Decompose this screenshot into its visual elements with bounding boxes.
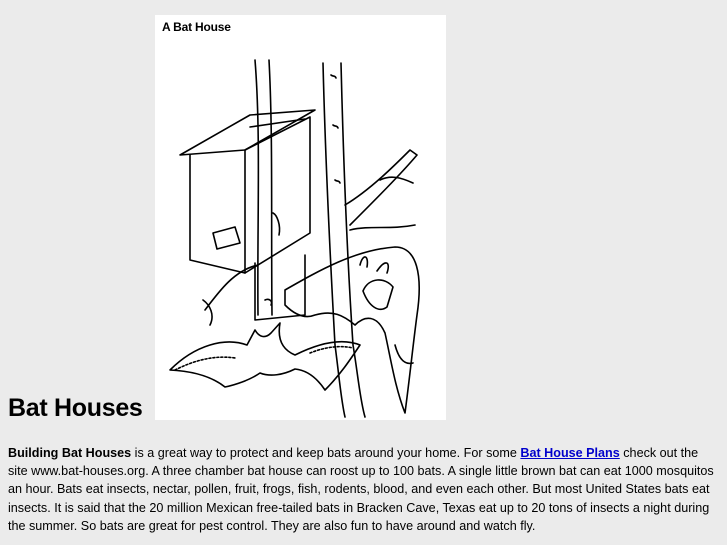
intro-paragraph (8, 444, 720, 535)
figure-title: A Bat House (162, 20, 231, 34)
intro-text: is a great way to protect and keep bats around your home. For some (131, 446, 521, 460)
page-title: Bat Houses (8, 394, 143, 422)
bat-house-drawing (155, 15, 446, 420)
body-text: check out the site www.bat-houses.org. A three chamber bat house can roost up to 100 bats. A single little brown bat can eat 1000 mosquitos an hour. Bats eat insects, nectar, pollen, fruit, frogs, fish, rodents, blood, and even each other. But most United States bats eat insects. It is said that the 20 million Mexican free-tailed bats in Bracken Cave, Texas eat up to 20 tons of insects a night during the summer. So bats are great for pest control. They are also fun to have around and watch fly. (8, 446, 714, 533)
bat-house-plans-link[interactable]: Bat House Plans (520, 446, 620, 460)
bat-house-figure (155, 15, 446, 420)
intro-bold-text: Building Bat Houses (8, 446, 132, 460)
